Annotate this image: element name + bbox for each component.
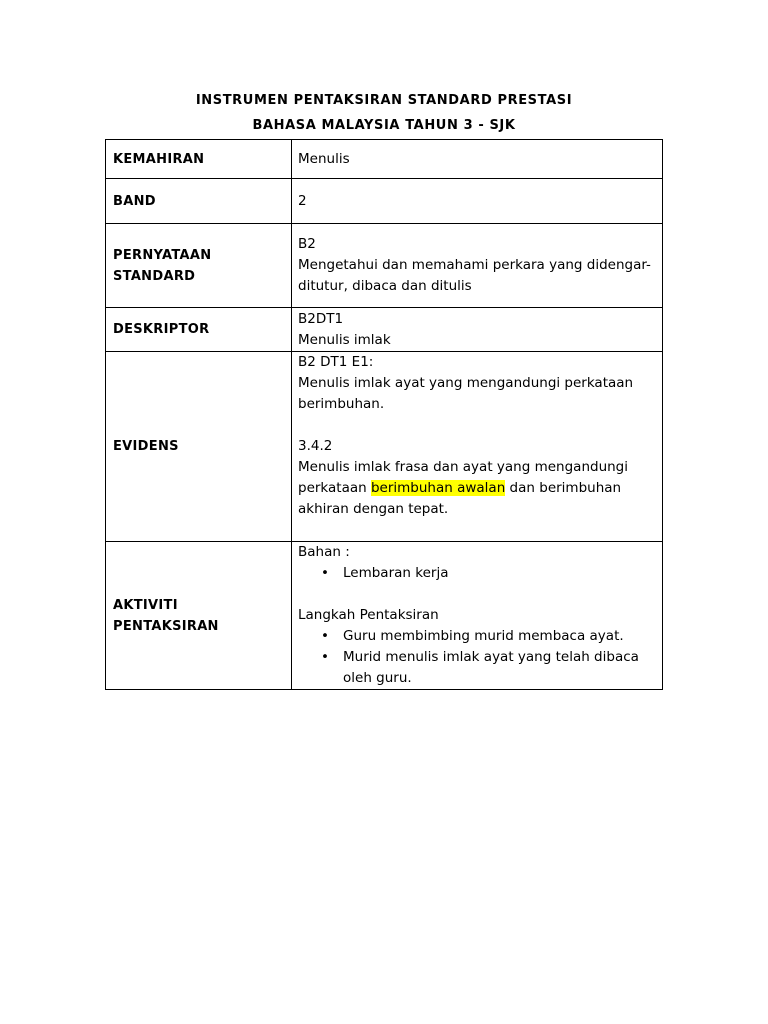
label-line: AKTIVITI — [113, 597, 178, 613]
text-line: Mengetahui dan memahami perkara yang didengar- — [298, 257, 651, 273]
value-deskriptor — [292, 308, 663, 352]
table-row-deskriptor — [106, 308, 663, 352]
table-row-aktiviti-pentaksiran — [106, 542, 663, 690]
label-deskriptor: DESKRIPTOR — [106, 308, 292, 352]
langkah-heading: Langkah Pentaksiran — [298, 607, 439, 623]
list-item: • Guru membimbing murid membaca ayat. — [343, 626, 656, 647]
label-band: BAND — [106, 179, 292, 224]
bahan-heading: Bahan : — [298, 544, 350, 560]
table-row-evidens — [106, 352, 663, 542]
text-segment: perkataan — [298, 480, 371, 496]
text-segment: dan berimbuhan — [505, 480, 622, 496]
value-band: 2 — [292, 179, 663, 224]
reference-code: 3.4.2 — [298, 438, 333, 454]
text-line: • Murid menulis imlak ayat yang telah dibaca — [343, 649, 639, 665]
value-pernyataan-standard — [292, 224, 663, 308]
bahan-list — [298, 563, 656, 584]
label-line: PENTAKSIRAN — [113, 618, 219, 634]
list-item — [343, 647, 656, 689]
blank-line — [298, 584, 656, 605]
list-item: • Lembaran kerja — [343, 563, 656, 584]
text-line: ditutur, dibaca dan ditulis — [298, 278, 472, 294]
text-line: Menulis imlak — [298, 331, 391, 348]
document-title-line-2: BAHASA MALAYSIA TAHUN 3 - SJK — [252, 118, 516, 133]
standard-code: B2 — [298, 236, 316, 252]
label-pernyataan-standard — [106, 224, 292, 308]
text-line: Menulis imlak frasa dan ayat yang mengandungi — [298, 459, 628, 475]
label-kemahiran: KEMAHIRAN — [106, 140, 292, 179]
descriptor-code: B2DT1 — [298, 310, 344, 327]
label-aktiviti-pentaksiran — [106, 542, 292, 690]
table-row-kemahiran — [106, 140, 663, 179]
highlighted-text: berimbuhan awalan — [370, 480, 506, 496]
table-row-pernyataan-standard — [106, 224, 663, 308]
assessment-table — [105, 139, 663, 690]
langkah-list — [298, 626, 656, 689]
evidence-code: B2 DT1 E1: — [298, 354, 374, 370]
value-evidens — [292, 352, 663, 542]
table-row-band — [106, 179, 663, 224]
document-title-line-1: INSTRUMEN PENTAKSIRAN STANDARD PRESTASI — [195, 93, 573, 108]
text-line: berimbuhan. — [298, 396, 385, 412]
text-line — [298, 478, 656, 499]
value-kemahiran: Menulis — [292, 140, 663, 179]
value-aktiviti-pentaksiran — [292, 542, 663, 690]
label-line: STANDARD — [113, 268, 196, 284]
text-line: akhiran dengan tepat. — [298, 501, 449, 517]
label-evidens: EVIDENS — [106, 352, 292, 542]
text-line: Menulis imlak ayat yang mengandungi perkataan — [298, 375, 634, 391]
label-line: PERNYATAAN — [113, 247, 212, 263]
blank-line — [298, 415, 656, 436]
text-line: oleh guru. — [343, 670, 412, 686]
